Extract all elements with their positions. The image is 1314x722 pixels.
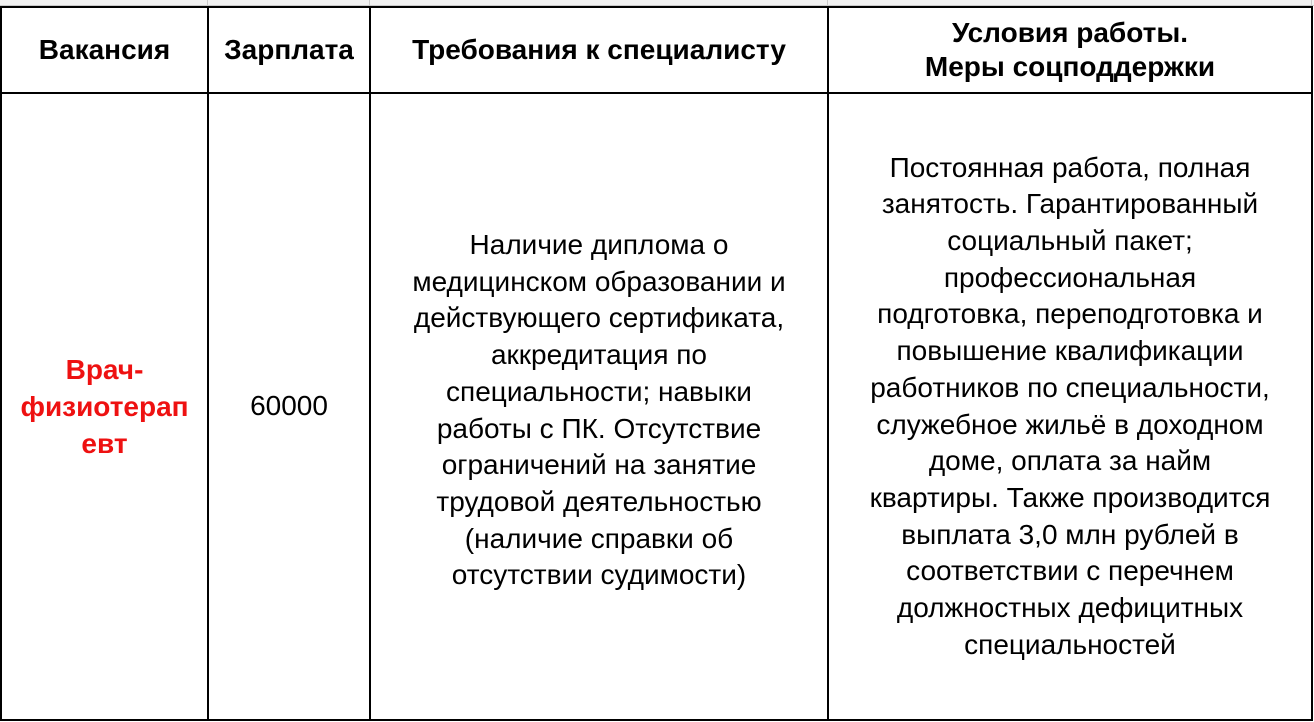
conditions-text: Постоянная работа, полная занятость. Гарантированный социальный пакет; профессиональная подготовка, переподготовка и повышение квалификации работников по специальности, служебное жильё в доходном доме, оплата за найм квартиры. Также производится выплата 3,0 млн рублей в соответствии с перечнем должностных дефицитных специальностей (869, 151, 1271, 660)
header-requirements-label: Требования к специалисту (412, 34, 786, 65)
salary-cell[interactable] (208, 93, 370, 720)
requirements-text: Наличие диплома о медицинском образовании и действующего сертификата, аккредитация по специальности; навыки работы с ПК. Отсутствие ограничений на занятие трудовой деятельностью (наличие справки об отсутствии судимости) (412, 228, 786, 591)
table-row (1, 93, 1312, 720)
requirements-cell[interactable] (370, 93, 828, 720)
vacancy-table (0, 6, 1313, 721)
salary-value: 60000 (250, 390, 328, 422)
table-header-row (1, 7, 1312, 93)
header-salary-label: Зарплата (224, 34, 354, 65)
header-requirements[interactable] (370, 7, 828, 93)
header-conditions[interactable] (828, 7, 1312, 93)
conditions-cell[interactable] (828, 93, 1312, 720)
header-salary[interactable] (208, 7, 370, 93)
header-vacancy-label: Вакансия (38, 34, 171, 65)
position-title: Врач- физиотерап евт (20, 354, 189, 459)
header-conditions-label: Условия работы. Меры соцподдержки (924, 17, 1216, 82)
position-cell[interactable] (1, 93, 208, 720)
header-vacancy[interactable] (1, 7, 208, 93)
